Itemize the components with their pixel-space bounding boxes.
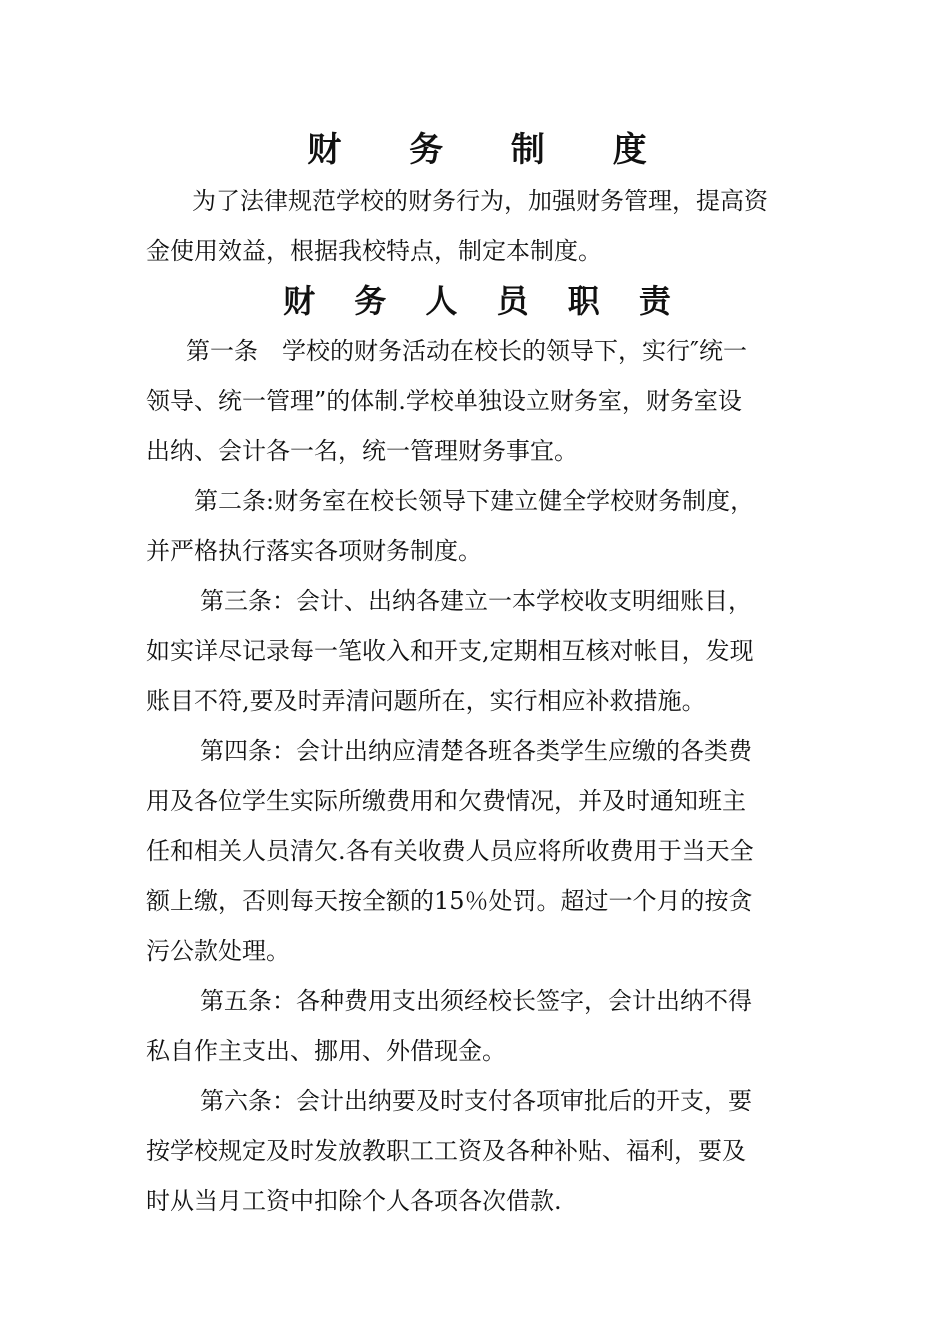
article-1-line-3: 出纳、会计各一名，统一管理财务事宜。	[146, 437, 578, 465]
article-4-line-4: 额上缴，否则每天按全额的15％处罚。超过一个月的按贪	[146, 887, 753, 915]
document-page	[146, 124, 808, 1226]
article-1	[146, 326, 808, 476]
article-6-line-1: 第六条：会计出纳要及时支付各项审批后的开支，要	[200, 1087, 752, 1115]
article-2-line-1: 第二条:财务室在校长领导下建立健全学校财务制度，	[194, 487, 755, 515]
article-4-line-1: 第四条：会计出纳应清楚各班各类学生应缴的各类费	[200, 737, 752, 765]
article-4-line-2: 用及各位学生实际所缴费用和欠费情况，并及时通知班主	[146, 787, 746, 815]
intro-line-2: 金使用效益，根据我校特点，制定本制度。	[146, 237, 602, 265]
document-title: 财 务 制 度	[307, 130, 675, 170]
article-5	[146, 976, 808, 1076]
article-6-line-3: 时从当月工资中扣除个人各项各次借款.	[146, 1187, 562, 1215]
article-2-line-2: 并严格执行落实各项财务制度。	[146, 537, 482, 565]
article-5-line-2: 私自作主支出、挪用、外借现金。	[146, 1037, 506, 1065]
article-1-line-2: 领导、统一管理”的体制.学校单独设立财务室，财务室设	[146, 387, 742, 415]
article-1-line-1: 第一条 学校的财务活动在校长的领导下，实行″统一	[186, 337, 747, 365]
article-6	[146, 1076, 808, 1226]
article-3-line-3: 账目不符,要及时弄清问题所在，实行相应补救措施。	[146, 687, 706, 715]
article-3	[146, 576, 808, 726]
section-title: 财 务 人 员 职 责	[283, 282, 685, 320]
article-5-line-1: 第五条：各种费用支出须经校长签字，会计出纳不得	[200, 987, 752, 1015]
intro-paragraph	[146, 176, 808, 276]
intro-line-1: 为了法律规范学校的财务行为，加强财务管理，提高资	[192, 187, 768, 215]
article-4-line-3: 任和相关人员清欠.各有关收费人员应将所收费用于当天全	[146, 837, 754, 865]
article-2	[146, 476, 808, 576]
article-3-line-2: 如实详尽记录每一笔收入和开支,定期相互核对帐目，发现	[146, 637, 754, 665]
article-4-line-5: 污公款处理。	[146, 937, 290, 965]
article-6-line-2: 按学校规定及时发放教职工工资及各种补贴、福利，要及	[146, 1137, 746, 1165]
article-4	[146, 726, 808, 976]
article-3-line-1: 第三条：会计、出纳各建立一本学校收支明细账目，	[200, 587, 752, 615]
